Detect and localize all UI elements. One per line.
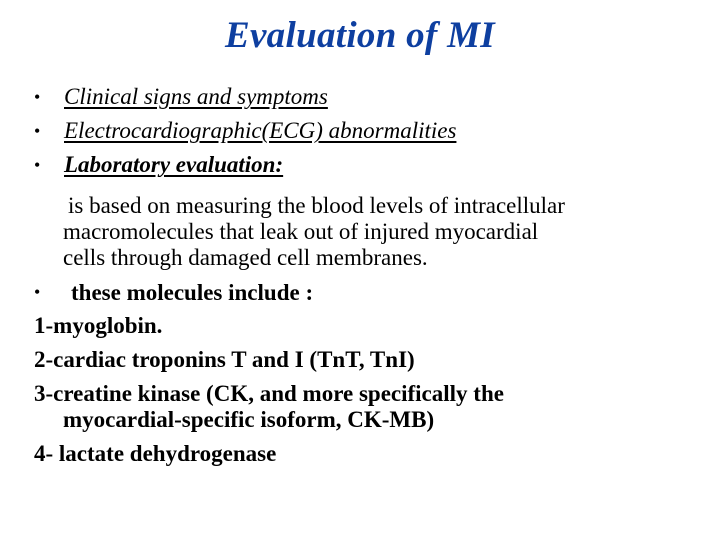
lab-description-line-1: is based on measuring the blood levels of intracellular xyxy=(68,193,565,218)
molecule-troponins: 2-cardiac troponins T and I (TnT, TnI) xyxy=(34,347,415,372)
lab-description-line-2: macromolecules that leak out of injured myocardial xyxy=(63,219,539,244)
bullet-icon: • xyxy=(34,282,41,302)
molecules-header: these molecules include : xyxy=(71,280,314,305)
bullet-laboratory-evaluation: Laboratory evaluation: xyxy=(64,152,284,177)
bullet-icon: • xyxy=(34,87,41,107)
slide-title: Evaluation of MI xyxy=(224,15,495,56)
bullet-ecg-abnormalities: Electrocardiographic(ECG) abnormalities xyxy=(64,118,457,143)
molecule-creatine-kinase-cont: myocardial-specific isoform, CK-MB) xyxy=(63,407,435,432)
bullet-icon: • xyxy=(34,121,41,141)
lab-description-line-3: cells through damaged cell membranes. xyxy=(63,245,428,270)
molecule-lactate-dehydrogenase: 4- lactate dehydrogenase xyxy=(34,441,277,466)
bullet-icon: • xyxy=(34,155,41,175)
molecule-creatine-kinase: 3-creatine kinase (CK, and more specifically the xyxy=(34,381,504,406)
molecule-myoglobin: 1-myoglobin. xyxy=(34,313,163,338)
bullet-clinical-signs: Clinical signs and symptoms xyxy=(64,84,328,109)
